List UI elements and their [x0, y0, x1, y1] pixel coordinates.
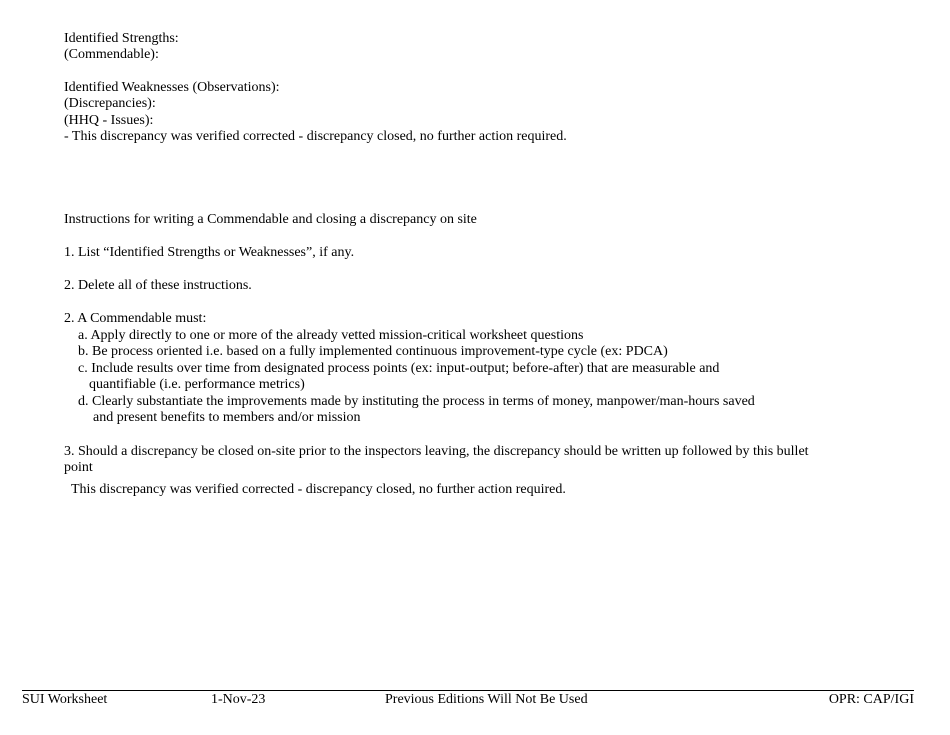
discrepancies-label: (Discrepancies): — [64, 96, 156, 111]
closed-discrepancy-example: This discrepancy was verified corrected - discrepancy closed, no further action required. — [71, 482, 566, 497]
commendable-item-a: a. Apply directly to one or more of the already vetted mission-critical worksheet questions — [78, 328, 584, 343]
strengths-heading: Identified Strengths: — [64, 31, 179, 46]
instructions-title: Instructions for writing a Commendable and closing a discrepancy on site — [64, 212, 477, 227]
footer-date: 1-Nov-23 — [211, 692, 266, 707]
footer-form-name: SUI Worksheet — [22, 692, 108, 707]
instruction-step-3-continued: point — [64, 460, 93, 475]
commendable-item-d: d. Clearly substantiate the improvements made by instituting the process in terms of money, manpower/man-hours saved — [78, 394, 755, 409]
footer-notice: Previous Editions Will Not Be Used — [385, 692, 588, 707]
commendable-item-d-continued: and present benefits to members and/or mission — [93, 410, 361, 425]
commendable-item-b: b. Be process oriented i.e. based on a fully implemented continuous improvement-type cycle (ex: PDCA) — [78, 344, 668, 359]
instruction-commendable-heading: 2. A Commendable must: — [64, 311, 207, 326]
footer-opr: OPR: CAP/IGI — [828, 692, 914, 707]
instruction-step-3: 3. Should a discrepancy be closed on-site prior to the inspectors leaving, the discrepancy should be written up followed by this bullet — [64, 444, 809, 459]
hhq-issues-label: (HHQ - Issues): — [64, 113, 154, 128]
closed-discrepancy-bullet: - This discrepancy was verified corrected - discrepancy closed, no further action required. — [64, 129, 567, 144]
instruction-step-1: 1. List “Identified Strengths or Weaknesses”, if any. — [64, 245, 355, 260]
weaknesses-heading: Identified Weaknesses (Observations): — [64, 80, 280, 95]
footer-divider — [22, 690, 914, 691]
commendable-label: (Commendable): — [64, 47, 159, 62]
commendable-item-c: c. Include results over time from designated process points (ex: input-output; before-after) that are measurable and — [78, 361, 720, 376]
commendable-item-c-continued: quantifiable (i.e. performance metrics) — [89, 377, 305, 392]
instruction-step-2: 2. Delete all of these instructions. — [64, 278, 252, 293]
